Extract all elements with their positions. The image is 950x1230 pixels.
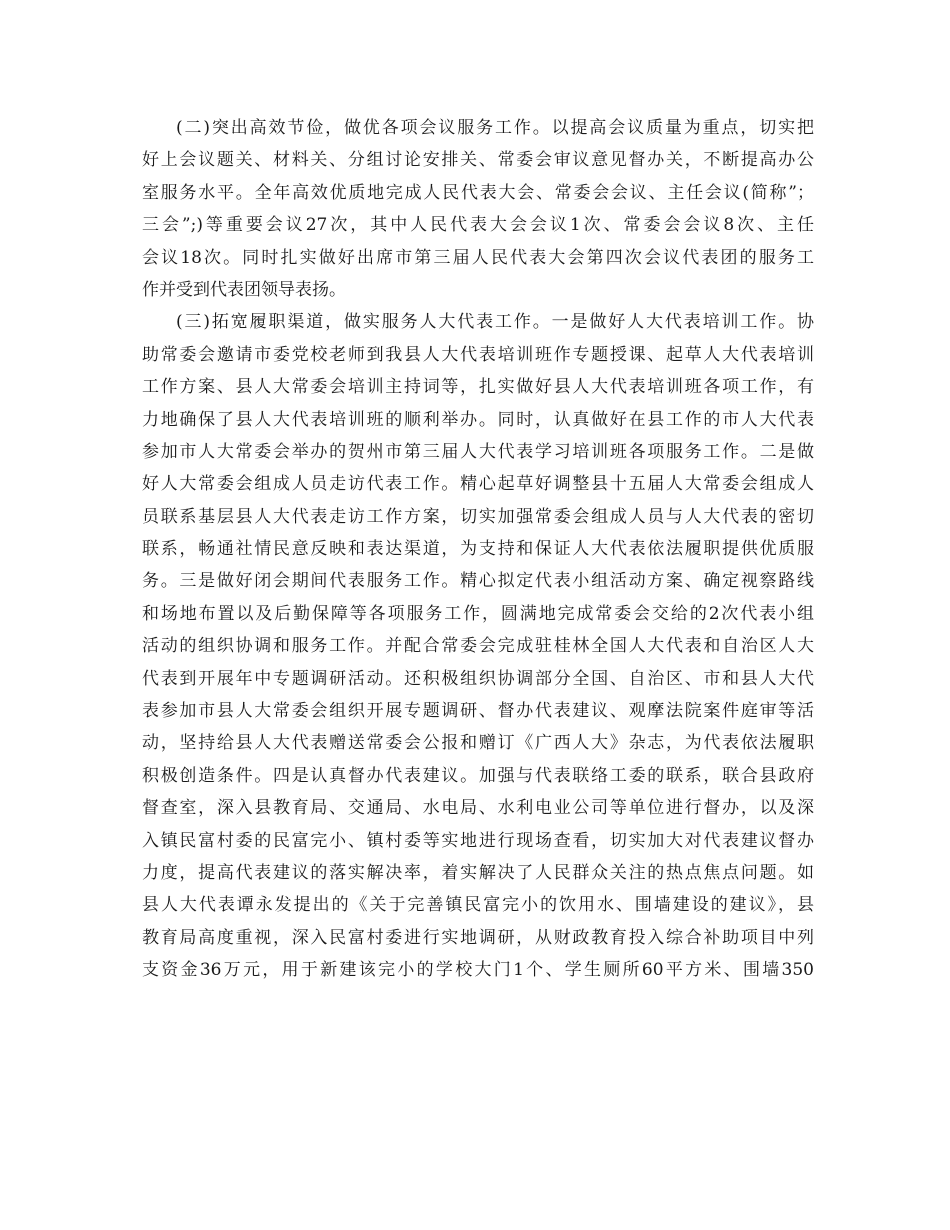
text-line: 教育局高度重视，深入民富村委进行实地调研，从财政教育投入综合补助项目中列 [142, 927, 814, 948]
text-line: 表参加市县人大常委会组织开展专题调研、督办代表建议、观摩法院案件庭审等活 [142, 701, 814, 722]
paragraph-deputy-services [142, 306, 814, 986]
text-line: 活动的组织协调和服务工作。并配合常委会完成驻桂林全国人大代表和自治区人大 [142, 636, 814, 657]
text-line: 室服务水平。全年高效优质地完成人民代表大会、常委会会议、主任会议(简称”； [142, 182, 814, 203]
text-line: 代表到开展年中专题调研活动。还积极组织协调部分全国、自治区、市和县人大代 [142, 668, 814, 689]
text-line: 工作方案、县人大常委会培训主持词等，扎实做好县人大代表培训班各项工作，有 [142, 377, 814, 398]
text-line: 务。三是做好闭会期间代表服务工作。精心拟定代表小组活动方案、确定视察路线 [142, 571, 814, 592]
text-line: 支资金36万元，用于新建该完小的学校大门1个、学生厕所60平方米、围墙350 [142, 960, 814, 981]
text-line: 力度，提高代表建议的落实解决率，着实解决了人民群众关注的热点焦点问题。如 [142, 862, 814, 883]
text-line: 力地确保了县人大代表培训班的顺利举办。同时，认真做好在县工作的市人大代表 [142, 409, 814, 430]
text-line: 和场地布置以及后勤保障等各项服务工作，圆满地完成常委会交给的2次代表小组 [142, 603, 814, 624]
text-line: 三会”;)等重要会议27次，其中人民代表大会会议1次、常委会会议8次、主任 [142, 215, 814, 236]
text-line: 积极创造条件。四是认真督办代表建议。加强与代表联络工委的联系，联合县政府 [142, 765, 814, 786]
text-line: 员联系基层县人大代表走访工作方案，切实加强常委会组成人员与人大代表的密切 [142, 506, 814, 527]
text-line: 参加市人大常委会举办的贺州市第三届人大代表学习培训班各项服务工作。二是做 [142, 441, 814, 462]
text-line: 好上会议题关、材料关、分组讨论安排关、常委会审议意见督办关，不断提高办公 [142, 150, 814, 171]
text-line: 督查室，深入县教育局、交通局、水电局、水利电业公司等单位进行督办，以及深 [142, 798, 814, 819]
paragraph-meeting-services [142, 112, 814, 306]
text-line: 作并受到代表团领导表扬。 [142, 279, 346, 300]
text-line: 好人大常委会组成人员走访代表工作。精心起草好调整县十五届人大常委会组成人 [142, 474, 814, 495]
text-line: 会议18次。同时扎实做好出席市第三届人民代表大会第四次会议代表团的服务工 [142, 247, 814, 268]
text-line: 动，坚持给县人大代表赠送常委会公报和赠订《广西人大》杂志，为代表依法履职 [142, 733, 814, 754]
text-line: 联系，畅通社情民意反映和表达渠道，为支持和保证人大代表依法履职提供优质服 [142, 539, 814, 560]
text-line: 县人大代表谭永发提出的《关于完善镇民富完小的饮用水、围墙建设的建议》，县 [142, 895, 814, 916]
text-line: 入镇民富村委的民富完小、镇村委等实地进行现场查看，切实加大对代表建议督办 [142, 830, 814, 851]
document-body [142, 112, 814, 987]
text-line: (三)拓宽履职渠道，做实服务人大代表工作。一是做好人大代表培训工作。协 [176, 312, 814, 333]
text-line: (二)突出高效节俭，做优各项会议服务工作。以提高会议质量为重点，切实把 [176, 118, 814, 138]
text-line: 助常委会邀请市委党校老师到我县人大代表培训班作专题授课、起草人大代表培训 [142, 344, 814, 365]
